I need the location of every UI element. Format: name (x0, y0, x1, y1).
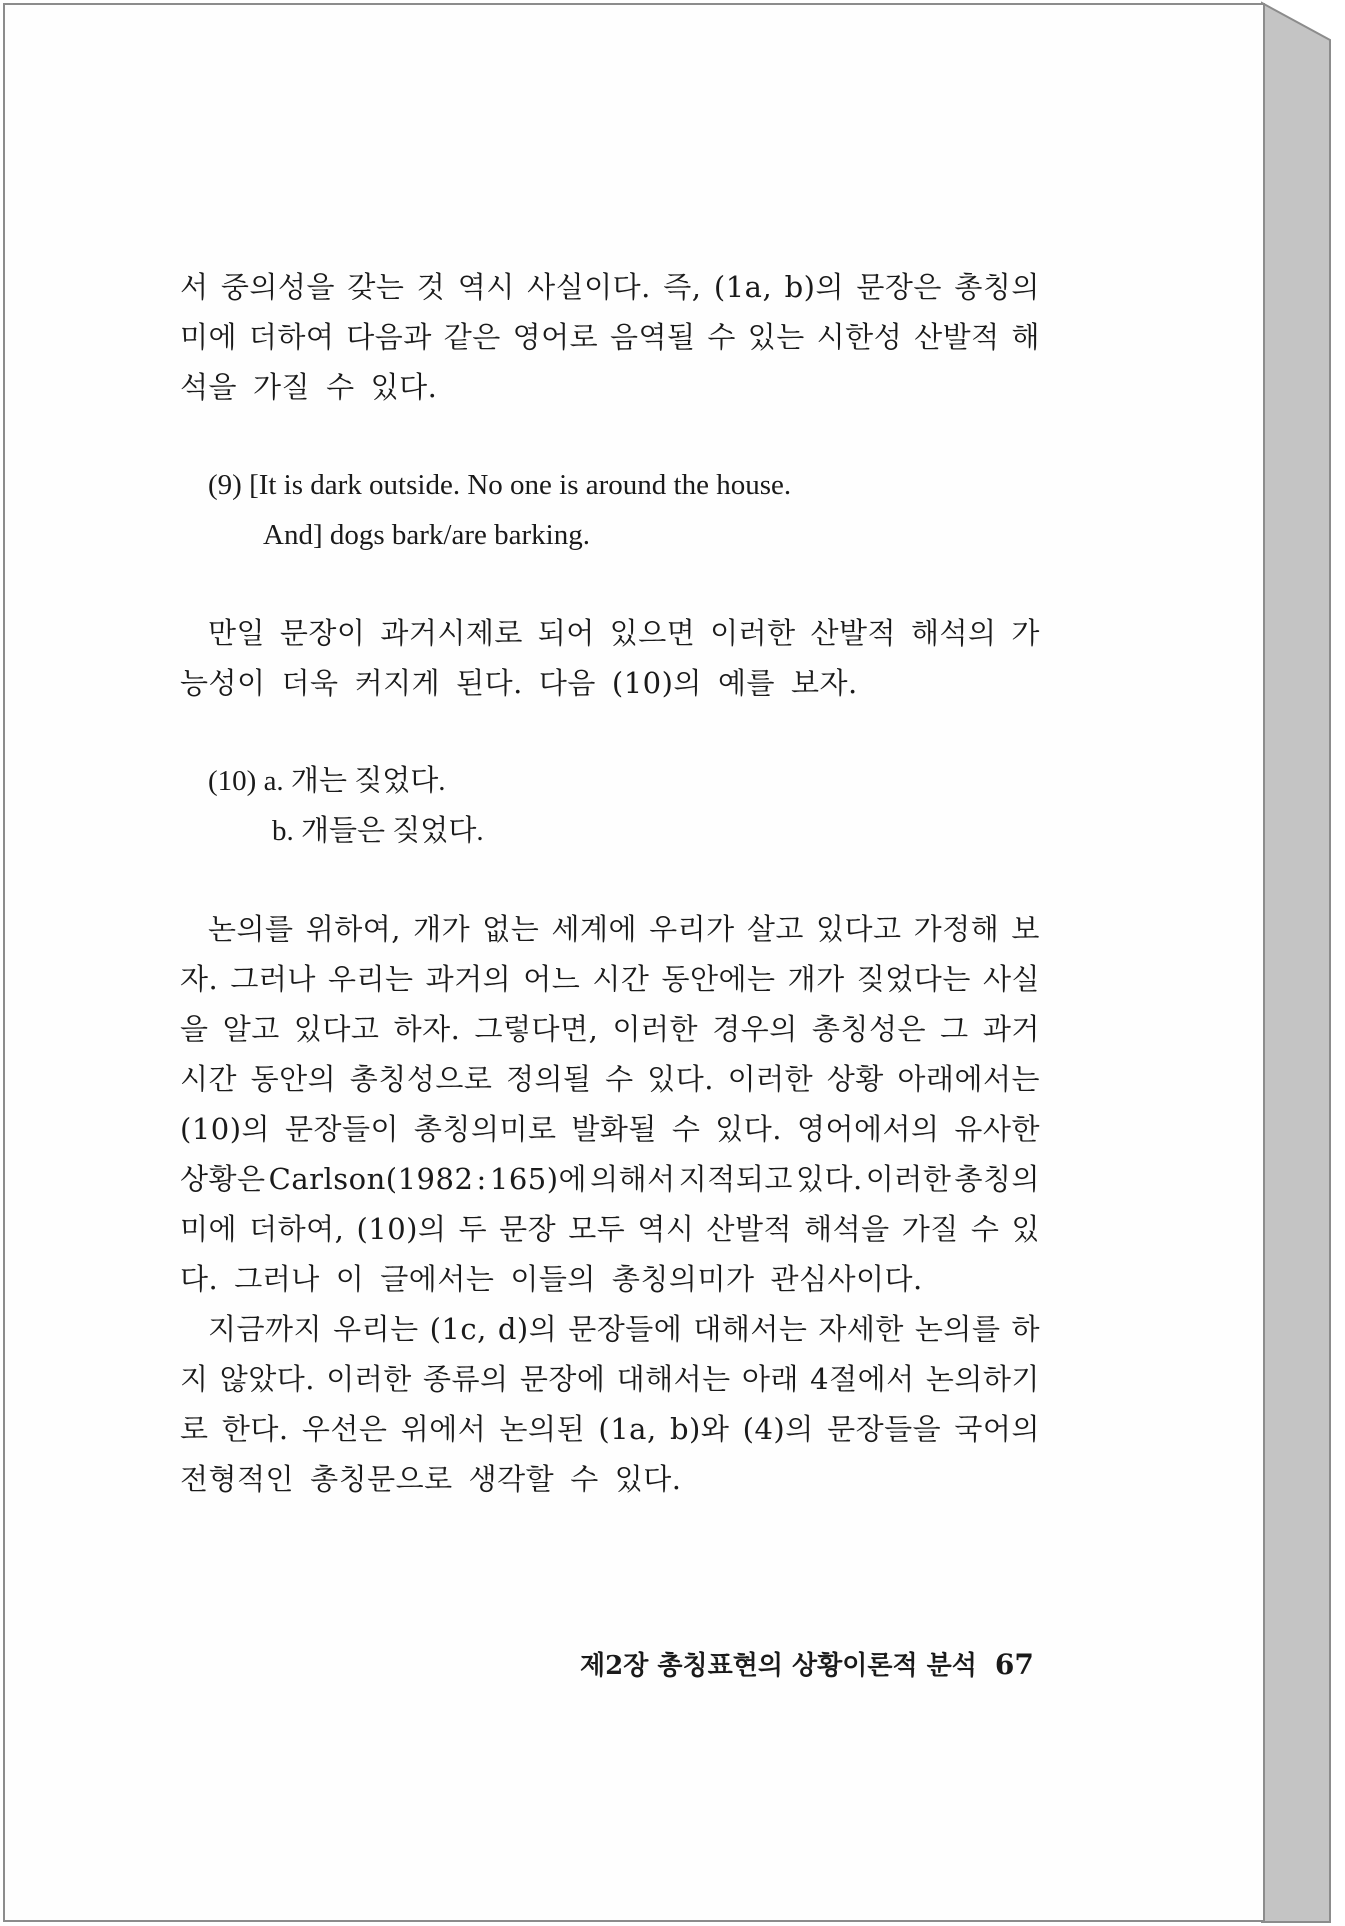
word: 해 (1011, 320, 1040, 354)
word: 다음과 (346, 320, 432, 354)
word: 총칭의미로 (413, 1112, 557, 1146)
word: 가정해 (913, 912, 1000, 946)
word: 즉, (663, 270, 702, 304)
word: 미에 (180, 320, 238, 354)
word: 있는 (747, 320, 805, 354)
page-number: 67 (994, 1648, 1034, 1681)
word: 없는 (482, 912, 540, 946)
word: 있다. (715, 1112, 783, 1146)
page-text (180, 262, 1040, 1504)
word: 그렇다면, (474, 1012, 599, 1046)
word: 수 (326, 370, 355, 404)
word: 지금까지 (208, 1312, 323, 1346)
example-10 (180, 756, 1040, 856)
example-9 (180, 460, 1040, 560)
word: 유사한 (954, 1112, 1040, 1146)
word: 영어에서의 (796, 1112, 940, 1146)
word: (1a, (713, 270, 773, 304)
word: 글에서는 (380, 1262, 495, 1296)
word: 지 (180, 1362, 209, 1396)
word: 있 (1011, 1212, 1040, 1246)
word: 보자. (790, 666, 858, 700)
word: 짖었다는 (856, 962, 971, 996)
word: 어느 (523, 962, 581, 996)
word: (4)의 (742, 1412, 814, 1446)
word: 총칭의 (954, 270, 1040, 304)
paragraph-1 (180, 262, 1040, 412)
word: d)의 (497, 1312, 558, 1346)
word: 이러한 (865, 1162, 952, 1196)
word: 자세한 (818, 1312, 904, 1346)
word: 수 (707, 320, 736, 354)
word: 상황은 (180, 1162, 266, 1196)
word: 미에 (180, 1212, 238, 1246)
text-line (180, 1254, 1040, 1304)
text-line (180, 1204, 1040, 1254)
word: 우리는 (333, 1312, 419, 1346)
text-line (180, 262, 1040, 312)
word: 서 (180, 270, 209, 304)
word: 개가 (413, 912, 471, 946)
word: b)와 (669, 1412, 730, 1446)
text-line (180, 658, 1040, 708)
word: (1a, (598, 1412, 657, 1446)
word: 그러나 (230, 962, 316, 996)
word: 우선은 (301, 1412, 388, 1446)
word: 이러한 (727, 1062, 814, 1096)
text-line (180, 1154, 1040, 1204)
example-line: (10) a. 개는 짖었다. (208, 765, 446, 797)
text-line (180, 1454, 1040, 1504)
word: 있다. (647, 1062, 715, 1096)
word: 살고 (746, 912, 804, 946)
word: 논의를 (208, 912, 294, 946)
word: 총칭성은 (811, 1012, 926, 1046)
word: 4절에서 (810, 1362, 915, 1396)
word: 해석을 (804, 1212, 890, 1246)
word: 있다고 (815, 912, 902, 946)
word: 국어의 (954, 1412, 1040, 1446)
word: 수 (570, 1462, 599, 1496)
word: 음역될 (610, 320, 696, 354)
example-line: b. 개들은 짖었다. (272, 815, 484, 847)
word: (10)의 (180, 1112, 271, 1146)
word: 관심사이다. (770, 1262, 923, 1296)
word: 예를 (717, 666, 775, 700)
word: 경우의 (712, 1012, 798, 1046)
word: 있다. (614, 1462, 682, 1496)
word: 세계에 (551, 912, 637, 946)
word: 대해서는 (693, 1312, 808, 1346)
text-line (180, 608, 1040, 658)
word: 사실이다. (527, 270, 651, 304)
word: 생각할 (468, 1462, 555, 1496)
word: 다. (180, 1262, 219, 1296)
word: 아래 (741, 1362, 799, 1396)
word: 문장 (499, 1212, 557, 1246)
word: 시간 (180, 1062, 238, 1096)
word: 총칭문으로 (310, 1462, 453, 1496)
word: 하 (1011, 1312, 1040, 1346)
word: 그러나 (234, 1262, 320, 1296)
word: 가질 (901, 1212, 959, 1246)
word: 역시 (637, 1212, 695, 1246)
word: 위하여, (305, 912, 401, 946)
word: 한다. (221, 1412, 289, 1446)
word: 이러한 (326, 1362, 412, 1396)
text-line (180, 312, 1040, 362)
word: 로 (180, 1412, 209, 1446)
word: 시간 (592, 962, 650, 996)
word: 석을 (180, 370, 238, 404)
word: 되어 (537, 616, 595, 650)
word: 문장들에 (568, 1312, 683, 1346)
word: 산발적 (706, 1212, 793, 1246)
word: 과거의 (425, 962, 512, 996)
word: 산발적 (914, 320, 1000, 354)
word: 더욱 (281, 666, 339, 700)
word: 자. (180, 962, 219, 996)
word: : (476, 1162, 487, 1196)
word: 해석의 (910, 616, 997, 650)
word: 우리는 (327, 962, 414, 996)
word: 중의성을 (220, 270, 335, 304)
text-line (180, 1354, 1040, 1404)
word: 문장은 (856, 270, 942, 304)
word: Carlson(1982 (268, 1162, 474, 1196)
text-line (180, 1004, 1040, 1054)
word: 정의될 (505, 1062, 592, 1096)
word: 역시 (457, 270, 515, 304)
word: 종류의 (423, 1362, 509, 1396)
word: 상황 (826, 1062, 884, 1096)
word: 수 (605, 1062, 634, 1096)
word: 총칭의 (954, 1162, 1040, 1196)
example-line: (9) [It is dark outside. No one is around the house. (208, 469, 792, 501)
word: 것 (416, 270, 446, 304)
running-title: 제2장 총칭표현의 상황이론적 분석 (580, 1651, 977, 1681)
word: 있다. (795, 1162, 863, 1196)
word: 더하여, (249, 1212, 345, 1246)
word: 다음 (538, 666, 596, 700)
word: 과거시제로 (380, 616, 523, 650)
text-line (180, 362, 1040, 412)
word: 않았다. (219, 1362, 316, 1396)
word: 커지게 (354, 666, 441, 700)
word: b)의 (784, 270, 844, 304)
word: 더하여 (248, 320, 335, 354)
paragraph-2 (180, 608, 1040, 708)
text-line (180, 1104, 1040, 1154)
word: 만일 (208, 616, 266, 650)
word: 사실 (982, 962, 1040, 996)
word: 논의된 (499, 1412, 586, 1446)
word: 의해서 (590, 1162, 676, 1196)
text-line (180, 1304, 1040, 1354)
word: 있으면 (609, 616, 696, 650)
word: 산발적 (810, 616, 897, 650)
word: 수 (970, 1212, 1000, 1246)
word: 영어로 (512, 320, 599, 354)
word: (10)의 (356, 1212, 447, 1246)
word: 이러한 (612, 1012, 699, 1046)
word: 문장이 (279, 616, 366, 650)
word: 총칭성으로 (349, 1062, 493, 1096)
word: 문장에 (519, 1362, 606, 1396)
word: 하자. (393, 1012, 461, 1046)
word: 아래에서는 (897, 1062, 1040, 1096)
example-line: And] dogs bark/are barking. (263, 519, 590, 551)
text-line (180, 1054, 1040, 1104)
text-line (180, 904, 1040, 954)
word: 그 (940, 1012, 969, 1046)
word: 발화될 (571, 1112, 657, 1146)
word: 보 (1011, 912, 1040, 946)
text-line (180, 954, 1040, 1004)
word: 가 (1011, 616, 1040, 650)
word: 논의를 (914, 1312, 1001, 1346)
word: 개가 (787, 962, 845, 996)
word: 논의하기 (925, 1362, 1040, 1396)
word: 전형적인 (180, 1462, 295, 1496)
word: 총칭의미가 (611, 1262, 755, 1296)
page-footer (580, 1645, 1034, 1682)
text-line (180, 1404, 1040, 1454)
word: 수 (671, 1112, 701, 1146)
paragraph-4 (180, 1304, 1040, 1504)
word: 된다. (456, 666, 523, 700)
word: 과거 (982, 1012, 1040, 1046)
word: 지적되고 (678, 1162, 793, 1196)
word: 문장들을 (827, 1412, 942, 1446)
word: 두 (458, 1212, 488, 1246)
word: 이들의 (510, 1262, 596, 1296)
word: 가질 (253, 370, 311, 404)
word: 대해서는 (616, 1362, 731, 1396)
word: 을 (180, 1012, 209, 1046)
word: 시한성 (816, 320, 903, 354)
word: 이러한 (710, 616, 796, 650)
word: 위에서 (400, 1412, 487, 1446)
word: 갖는 (347, 270, 405, 304)
word: (10)의 (611, 666, 702, 700)
word: 이 (335, 1262, 365, 1296)
word: 모두 (568, 1212, 626, 1246)
word: 문장들이 (284, 1112, 400, 1146)
word: 동안에는 (661, 962, 776, 996)
word: (1c, (429, 1312, 487, 1346)
paragraph-3 (180, 904, 1040, 1304)
word: 있다. (370, 370, 438, 404)
word: 165)에 (489, 1162, 588, 1196)
word: 같은 (443, 320, 501, 354)
word: 능성이 (180, 666, 266, 700)
word: 우리가 (649, 912, 735, 946)
word: 알고 (222, 1012, 280, 1046)
word: 동안의 (250, 1062, 337, 1096)
word: 있다고 (293, 1012, 380, 1046)
